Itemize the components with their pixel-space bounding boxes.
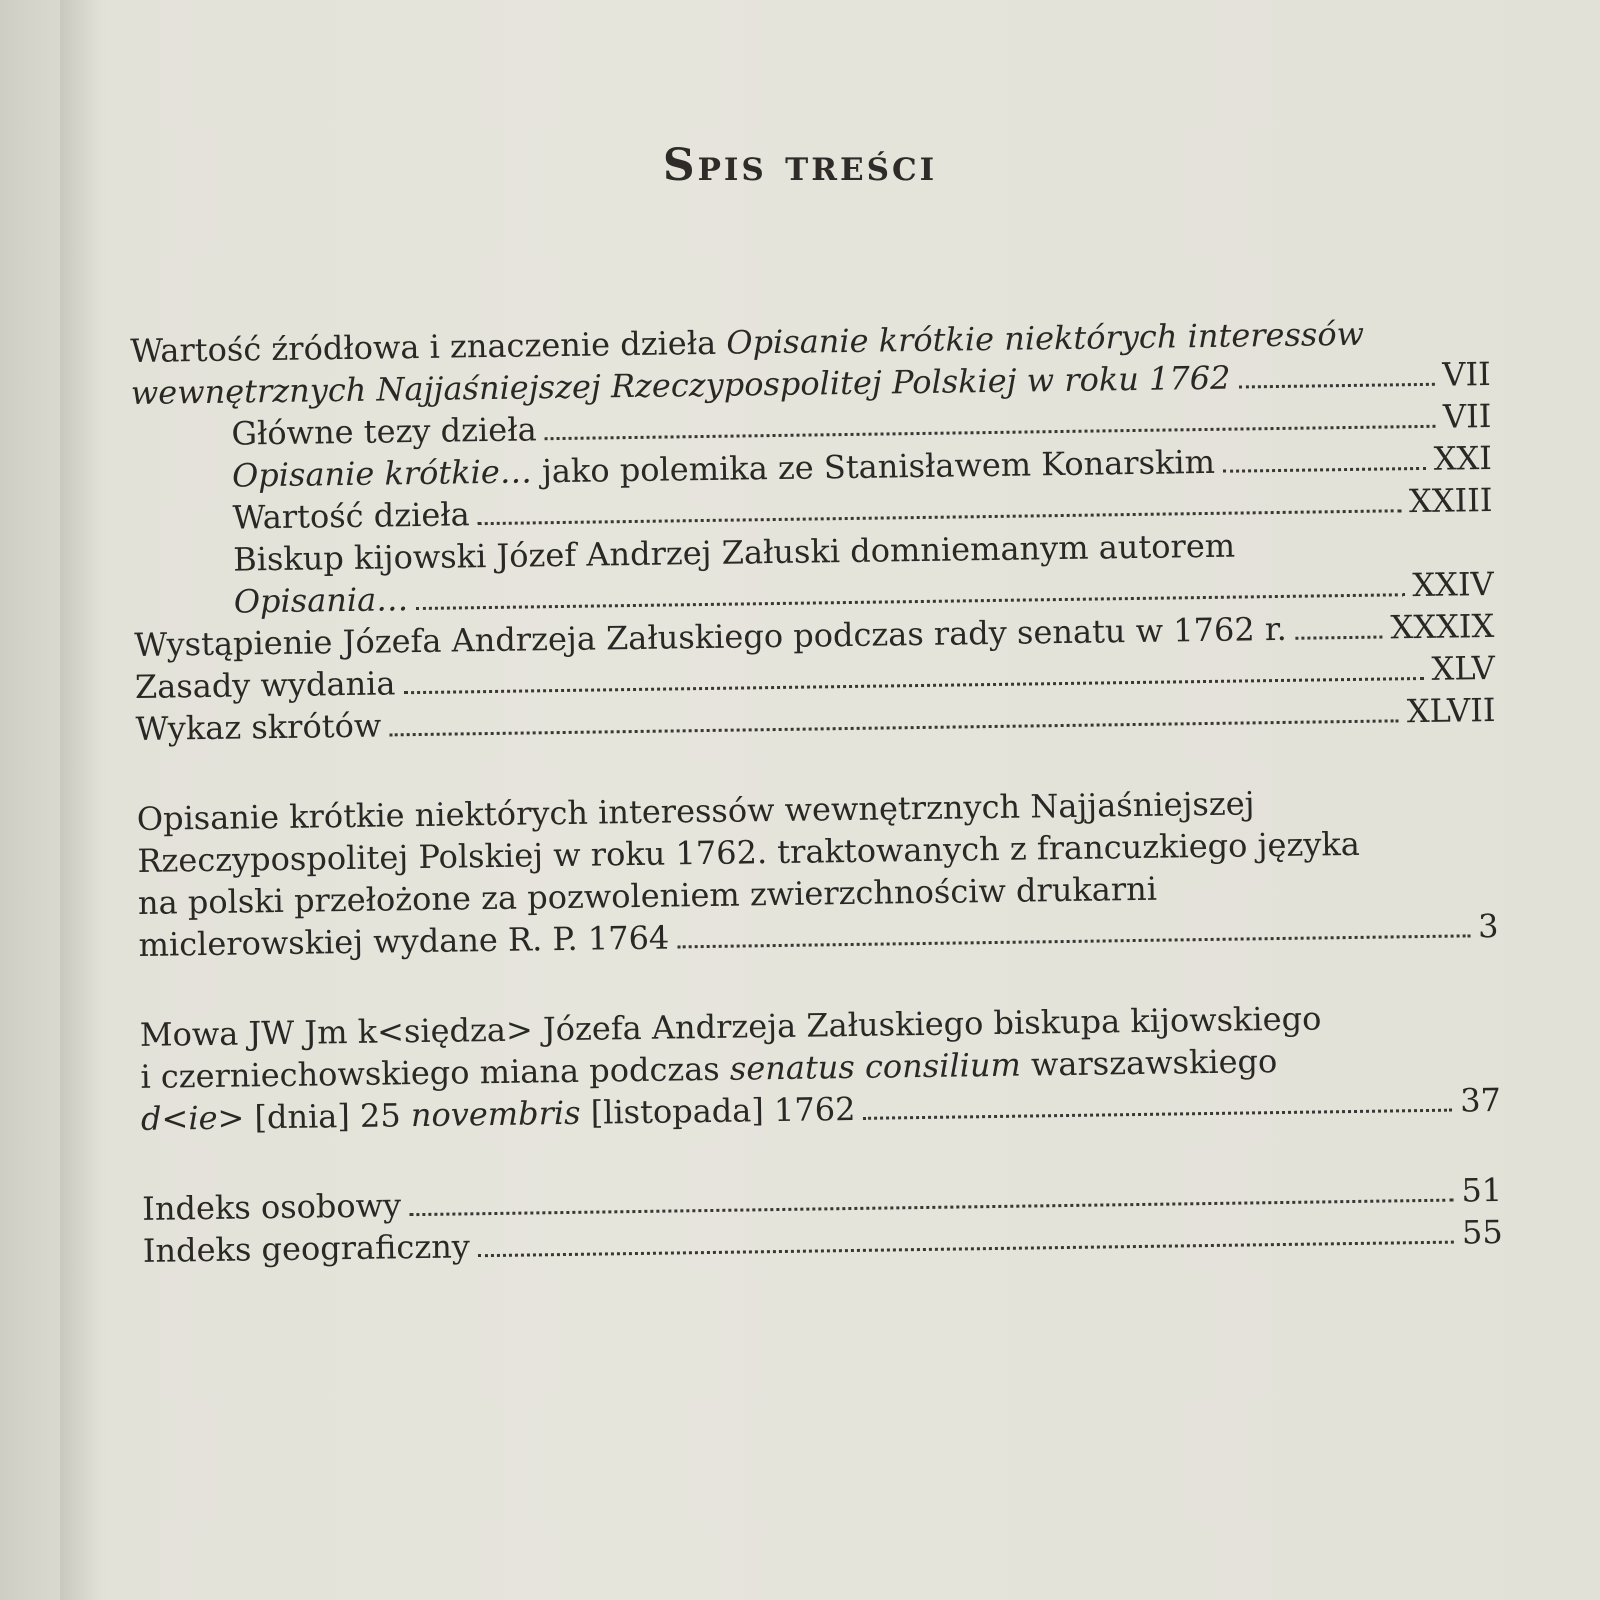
toc-entry-label: Indeks osobowy	[142, 1186, 402, 1228]
toc-entry-label: Wystąpienie Józefa Andrzeja Załuskiego podczas rady senatu w 1762 r.	[134, 609, 1288, 664]
toc-entry-label: Wartość dzieła	[232, 495, 470, 537]
leader-dots	[677, 934, 1470, 948]
toc-entry-label: Opisanie krótkie… jako polemika ze Stanisławem Konarskim	[231, 442, 1216, 495]
page-number: VII	[1442, 397, 1492, 436]
table-of-contents	[130, 311, 1503, 1272]
leader-dots	[478, 1241, 1454, 1258]
toc-entry-9-line-1: Opisanie krótkie niektórych interessów wewnętrznych Najjaśniejszej	[136, 784, 1255, 838]
toc-entry-9-line-3: na polski przełożone za pozwoleniem zwierzchnościw drukarni	[137, 869, 1158, 922]
leader-dots	[545, 425, 1435, 440]
toc-entry-10-line-2: i czerniechowskiego miana podczas senatus consilium warszawskiego	[140, 1042, 1278, 1096]
page-number: XLVII	[1406, 690, 1496, 731]
page-number: XXI	[1433, 438, 1493, 478]
toc-entry-1-line-1: Wartość źródłowa i znaczenie dzieła Opisanie krótkie niektórych interessów	[130, 314, 1365, 370]
toc-entry-label: d<ie> [dnia] 25 novembris [listopada] 1762	[140, 1089, 856, 1138]
page-number: XXXIX	[1390, 606, 1495, 647]
page-number: XLV	[1431, 648, 1496, 688]
page-number: 55	[1461, 1212, 1503, 1252]
leader-dots	[1223, 467, 1426, 473]
toc-entry-label: Indeks geograficzny	[142, 1227, 471, 1270]
toc-entry-10-line-1: Mowa JW Jm k<siędza> Józefa Andrzeja Załuskiego biskupa kijowskiego	[139, 999, 1322, 1054]
page-number: VII	[1442, 355, 1492, 394]
toc-entry-label: miclerowskiej wydane R. P. 1764	[138, 918, 670, 964]
toc-entry-label: Główne tezy dzieła	[231, 410, 537, 453]
toc-entry-label: Opisania…	[233, 580, 409, 621]
toc-entry-5-line-1: Biskup kijowski Józef Andrzej Załuski domniemanym autorem	[232, 526, 1236, 579]
page-title: Spis treści	[662, 140, 938, 191]
page-number: XXIV	[1412, 564, 1494, 605]
toc-entry-1-line-2: wewnętrznych Najjaśniejszej Rzeczypospolitej Polskiej w roku 1762	[130, 358, 1231, 412]
page-gutter-shadow	[60, 0, 100, 1600]
page-number: 51	[1461, 1170, 1503, 1210]
page-number: 37	[1459, 1080, 1502, 1120]
leader-dots	[1295, 636, 1383, 640]
page-number: 3	[1477, 906, 1499, 946]
toc-entry-label: Zasady wydania	[134, 664, 396, 706]
toc-entry-label: Wykaz skrótów	[135, 706, 382, 748]
page-number: XXIII	[1408, 480, 1493, 521]
leader-dots	[864, 1109, 1453, 1120]
toc-entry-9-line-2: Rzeczypospolitej Polskiej w roku 1762. traktowanych z francuzkiego języka	[137, 824, 1361, 880]
leader-dots	[478, 509, 1401, 525]
leader-dots	[1239, 383, 1435, 389]
